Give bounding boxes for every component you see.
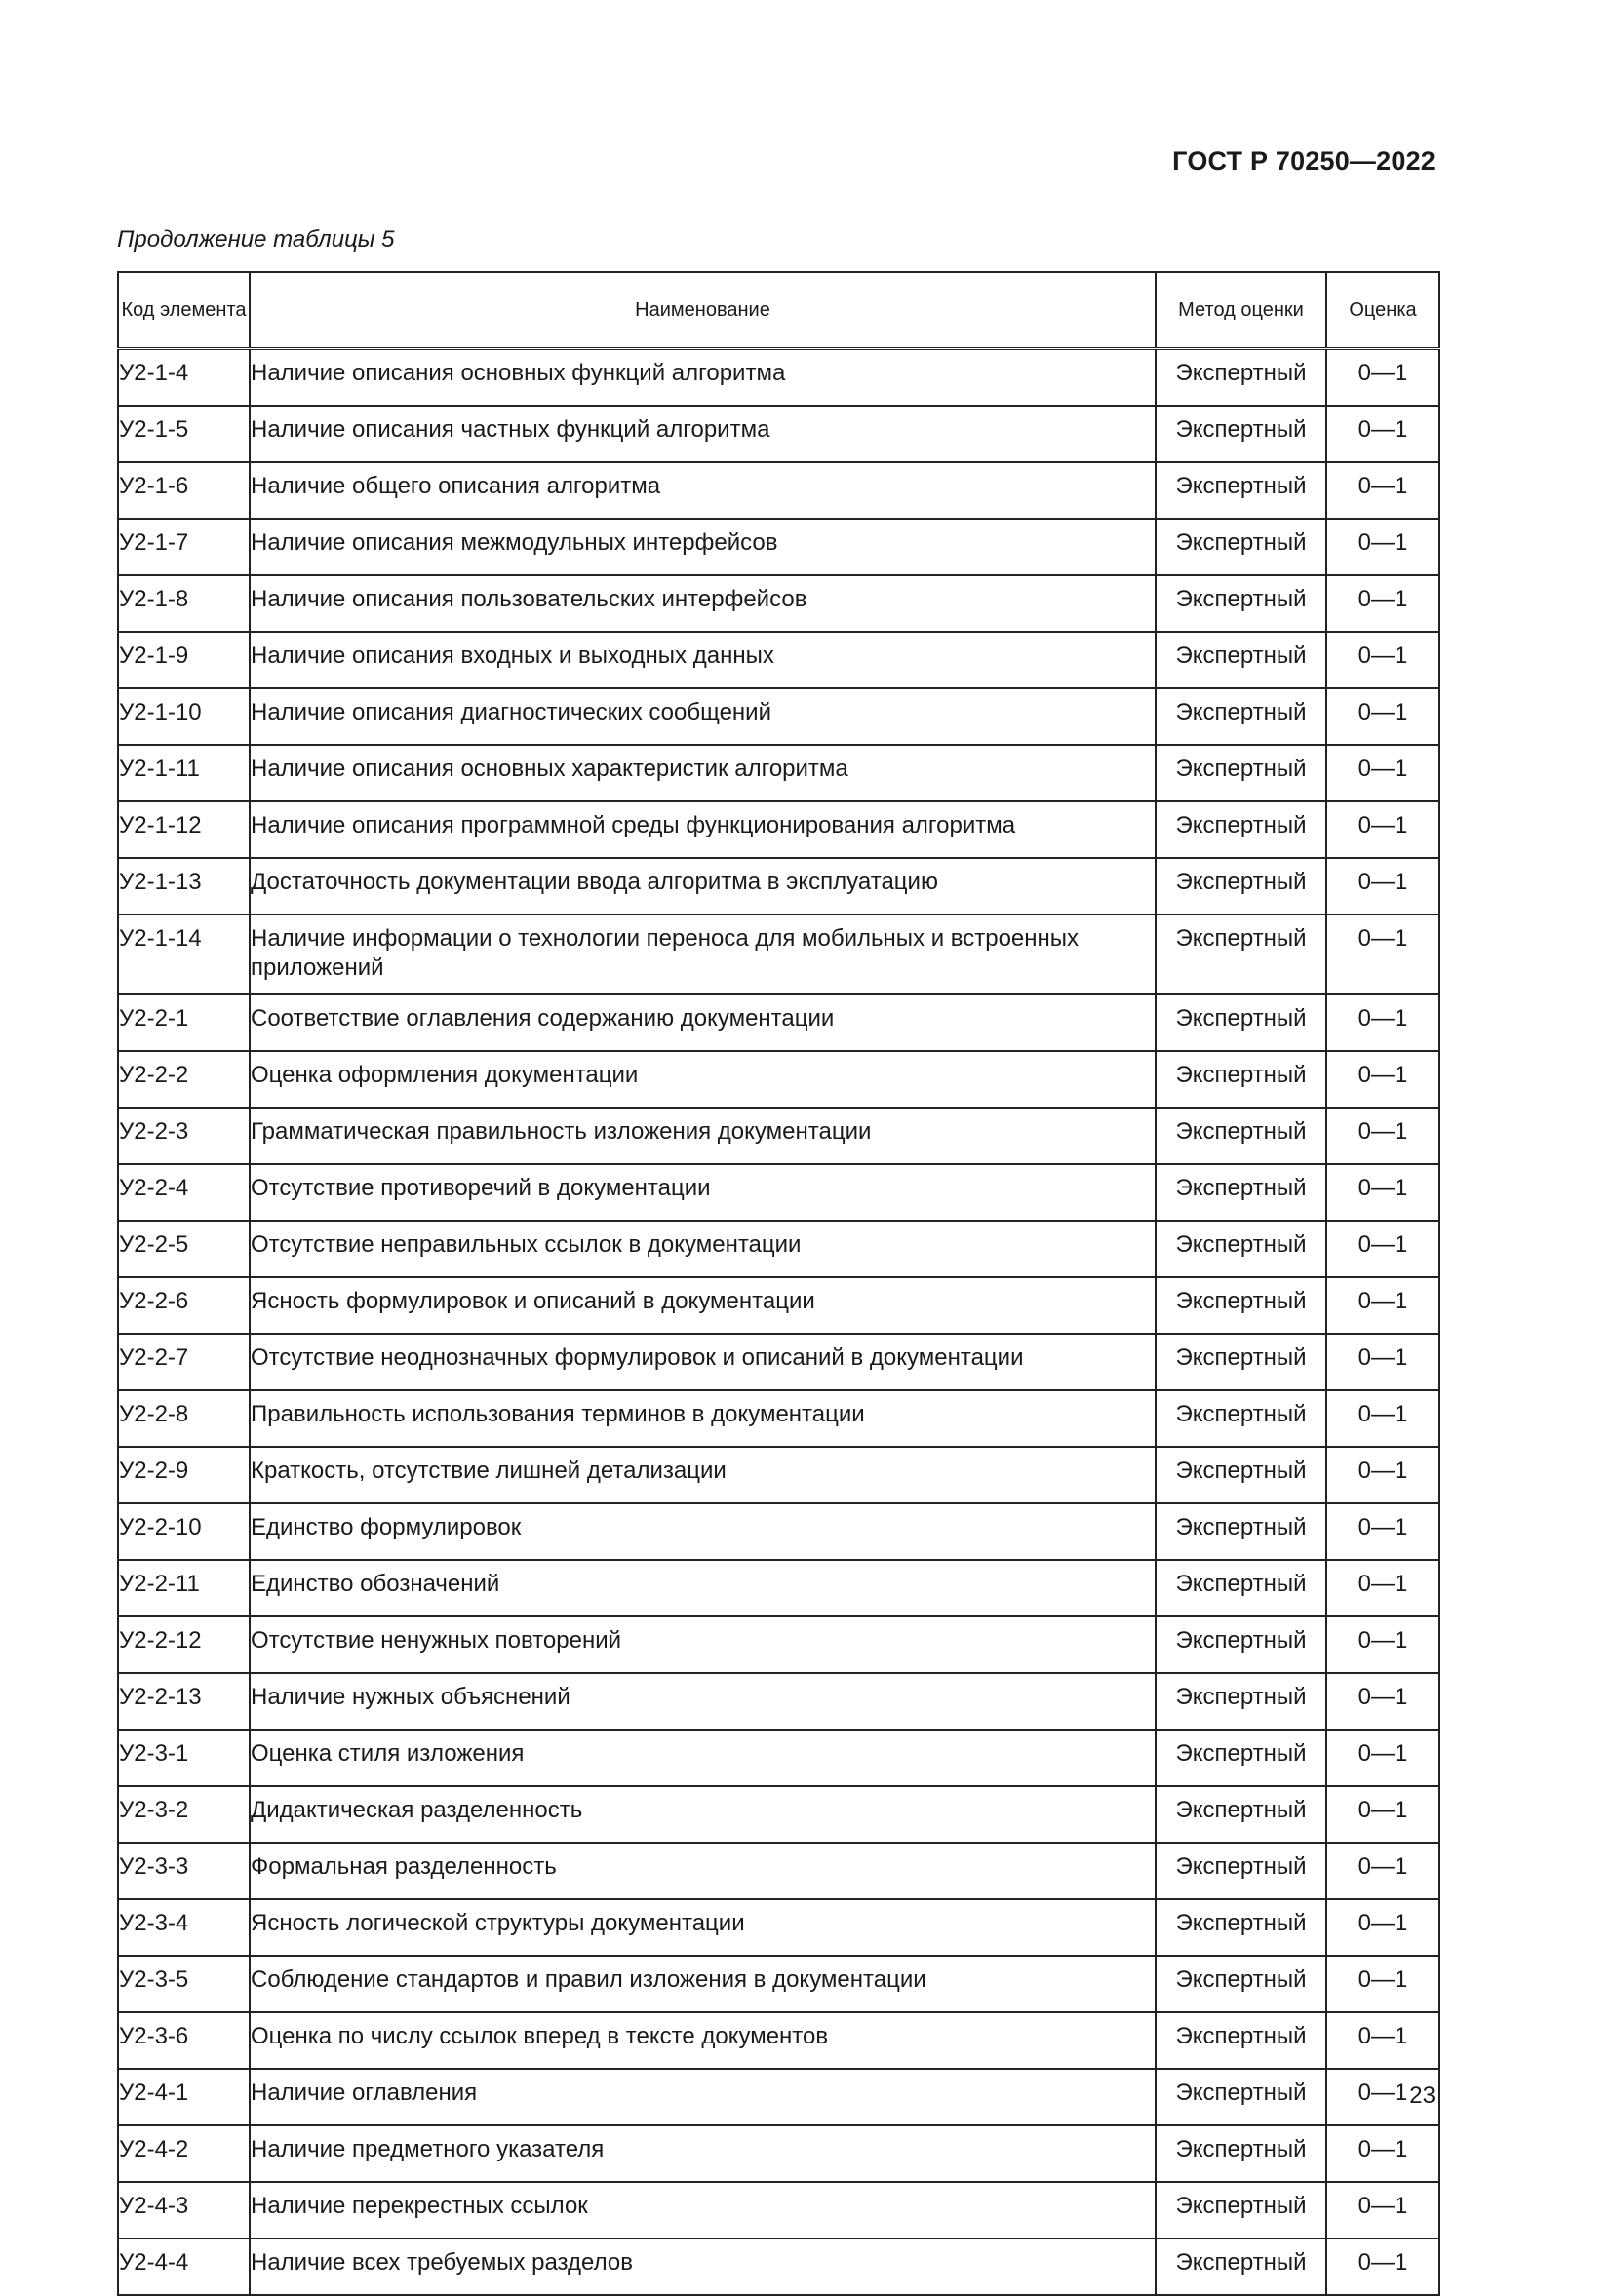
cell-method: Экспертный bbox=[1156, 1956, 1326, 2012]
table-row bbox=[118, 2125, 1439, 2182]
cell-code: У2-4-4 bbox=[118, 2238, 250, 2295]
table-row bbox=[118, 1051, 1439, 1108]
cell-score: 0—1 bbox=[1326, 1503, 1439, 1560]
cell-score: 0—1 bbox=[1326, 1390, 1439, 1447]
cell-score: 0—1 bbox=[1326, 2069, 1439, 2125]
cell-code: У2-1-7 bbox=[118, 519, 250, 575]
cell-method: Экспертный bbox=[1156, 575, 1326, 632]
cell-method: Экспертный bbox=[1156, 1503, 1326, 1560]
cell-method: Экспертный bbox=[1156, 1730, 1326, 1786]
cell-code: У2-2-2 bbox=[118, 1051, 250, 1108]
table-row bbox=[118, 2238, 1439, 2295]
cell-name: Отсутствие противоречий в документации bbox=[250, 1164, 1156, 1221]
cell-score: 0—1 bbox=[1326, 801, 1439, 858]
cell-score: 0—1 bbox=[1326, 688, 1439, 745]
cell-name: Ясность логической структуры документации bbox=[250, 1899, 1156, 1956]
cell-code: У2-2-9 bbox=[118, 1447, 250, 1503]
cell-score: 0—1 bbox=[1326, 1899, 1439, 1956]
cell-code: У2-2-7 bbox=[118, 1334, 250, 1390]
cell-method: Экспертный bbox=[1156, 915, 1326, 994]
cell-name: Наличие описания основных функций алгоритма bbox=[250, 349, 1156, 407]
document-code: ГОСТ Р 70250—2022 bbox=[1172, 146, 1436, 175]
cell-score: 0—1 bbox=[1326, 1560, 1439, 1616]
table-row bbox=[118, 1334, 1439, 1390]
cell-code: У2-4-3 bbox=[118, 2182, 250, 2238]
cell-code: У2-1-13 bbox=[118, 858, 250, 915]
cell-method: Экспертный bbox=[1156, 2238, 1326, 2295]
cell-code: У2-2-8 bbox=[118, 1390, 250, 1447]
cell-score: 0—1 bbox=[1326, 1447, 1439, 1503]
table-row bbox=[118, 1108, 1439, 1164]
cell-method: Экспертный bbox=[1156, 406, 1326, 462]
cell-code: У2-1-12 bbox=[118, 801, 250, 858]
cell-method: Экспертный bbox=[1156, 1673, 1326, 1730]
table-row bbox=[118, 1221, 1439, 1277]
cell-name: Оценка стиля изложения bbox=[250, 1730, 1156, 1786]
cell-score: 0—1 bbox=[1326, 575, 1439, 632]
cell-name: Соблюдение стандартов и правил изложения в документации bbox=[250, 1956, 1156, 2012]
table-row bbox=[118, 1786, 1439, 1843]
cell-method: Экспертный bbox=[1156, 688, 1326, 745]
cell-method: Экспертный bbox=[1156, 1108, 1326, 1164]
cell-method: Экспертный bbox=[1156, 2125, 1326, 2182]
table-row bbox=[118, 575, 1439, 632]
cell-score: 0—1 bbox=[1326, 994, 1439, 1051]
cell-method: Экспертный bbox=[1156, 632, 1326, 688]
cell-name: Наличие описания диагностических сообщений bbox=[250, 688, 1156, 745]
cell-name: Оценка по числу ссылок вперед в тексте документов bbox=[250, 2012, 1156, 2069]
table-row bbox=[118, 801, 1439, 858]
elements-table bbox=[117, 271, 1440, 2296]
cell-name: Наличие описания основных характеристик алгоритма bbox=[250, 745, 1156, 801]
cell-name: Соответствие оглавления содержанию документации bbox=[250, 994, 1156, 1051]
cell-code: У2-1-10 bbox=[118, 688, 250, 745]
cell-code: У2-3-4 bbox=[118, 1899, 250, 1956]
cell-code: У2-1-8 bbox=[118, 575, 250, 632]
cell-method: Экспертный bbox=[1156, 858, 1326, 915]
cell-name: Наличие предметного указателя bbox=[250, 2125, 1156, 2182]
cell-method: Экспертный bbox=[1156, 1051, 1326, 1108]
cell-name: Наличие общего описания алгоритма bbox=[250, 462, 1156, 519]
table-row bbox=[118, 1560, 1439, 1616]
cell-method: Экспертный bbox=[1156, 519, 1326, 575]
table-row bbox=[118, 994, 1439, 1051]
table-row bbox=[118, 1277, 1439, 1334]
cell-score: 0—1 bbox=[1326, 1730, 1439, 1786]
cell-name: Наличие перекрестных ссылок bbox=[250, 2182, 1156, 2238]
cell-name: Единство обозначений bbox=[250, 1560, 1156, 1616]
cell-score: 0—1 bbox=[1326, 2182, 1439, 2238]
table-row bbox=[118, 349, 1439, 407]
table-caption: Продолжение таблицы 5 bbox=[117, 226, 395, 253]
cell-code: У2-4-1 bbox=[118, 2069, 250, 2125]
cell-code: У2-4-2 bbox=[118, 2125, 250, 2182]
cell-code: У2-2-3 bbox=[118, 1108, 250, 1164]
cell-score: 0—1 bbox=[1326, 632, 1439, 688]
cell-code: У2-2-12 bbox=[118, 1616, 250, 1673]
cell-code: У2-2-10 bbox=[118, 1503, 250, 1560]
cell-method: Экспертный bbox=[1156, 2012, 1326, 2069]
cell-score: 0—1 bbox=[1326, 1164, 1439, 1221]
cell-code: У2-2-11 bbox=[118, 1560, 250, 1616]
cell-name: Единство формулировок bbox=[250, 1503, 1156, 1560]
cell-score: 0—1 bbox=[1326, 2125, 1439, 2182]
cell-method: Экспертный bbox=[1156, 1334, 1326, 1390]
cell-code: У2-1-11 bbox=[118, 745, 250, 801]
table-row bbox=[118, 1503, 1439, 1560]
cell-method: Экспертный bbox=[1156, 1390, 1326, 1447]
table-row bbox=[118, 406, 1439, 462]
cell-method: Экспертный bbox=[1156, 2182, 1326, 2238]
cell-score: 0—1 bbox=[1326, 349, 1439, 407]
cell-code: У2-3-5 bbox=[118, 1956, 250, 2012]
table-row bbox=[118, 1956, 1439, 2012]
cell-name: Наличие описания частных функций алгоритма bbox=[250, 406, 1156, 462]
cell-score: 0—1 bbox=[1326, 462, 1439, 519]
table-row bbox=[118, 1730, 1439, 1786]
cell-code: У2-1-14 bbox=[118, 915, 250, 994]
table-body bbox=[118, 349, 1439, 2296]
cell-name: Оценка оформления документации bbox=[250, 1051, 1156, 1108]
cell-name: Ясность формулировок и описаний в документации bbox=[250, 1277, 1156, 1334]
cell-code: У2-2-1 bbox=[118, 994, 250, 1051]
cell-method: Экспертный bbox=[1156, 1447, 1326, 1503]
table-row bbox=[118, 1673, 1439, 1730]
cell-name: Отсутствие неправильных ссылок в документации bbox=[250, 1221, 1156, 1277]
table-row bbox=[118, 462, 1439, 519]
cell-name: Наличие нужных объяснений bbox=[250, 1673, 1156, 1730]
cell-code: У2-1-5 bbox=[118, 406, 250, 462]
cell-score: 0—1 bbox=[1326, 745, 1439, 801]
table-row bbox=[118, 745, 1439, 801]
cell-code: У2-2-5 bbox=[118, 1221, 250, 1277]
table-row bbox=[118, 858, 1439, 915]
cell-method: Экспертный bbox=[1156, 745, 1326, 801]
table-row bbox=[118, 1616, 1439, 1673]
cell-name: Отсутствие ненужных повторений bbox=[250, 1616, 1156, 1673]
cell-method: Экспертный bbox=[1156, 1221, 1326, 1277]
column-header-method: Метод оценки bbox=[1156, 272, 1326, 349]
cell-method: Экспертный bbox=[1156, 1899, 1326, 1956]
cell-method: Экспертный bbox=[1156, 2069, 1326, 2125]
cell-code: У2-3-6 bbox=[118, 2012, 250, 2069]
cell-code: У2-1-9 bbox=[118, 632, 250, 688]
table-header-row bbox=[118, 272, 1439, 349]
column-header-code: Код элемента bbox=[118, 272, 250, 349]
cell-method: Экспертный bbox=[1156, 1843, 1326, 1899]
table-row bbox=[118, 632, 1439, 688]
table-row bbox=[118, 915, 1439, 994]
cell-score: 0—1 bbox=[1326, 915, 1439, 994]
table-row bbox=[118, 688, 1439, 745]
cell-score: 0—1 bbox=[1326, 519, 1439, 575]
cell-name: Грамматическая правильность изложения документации bbox=[250, 1108, 1156, 1164]
table-row bbox=[118, 1447, 1439, 1503]
cell-code: У2-2-4 bbox=[118, 1164, 250, 1221]
cell-score: 0—1 bbox=[1326, 1843, 1439, 1899]
cell-score: 0—1 bbox=[1326, 1956, 1439, 2012]
cell-score: 0—1 bbox=[1326, 1221, 1439, 1277]
column-header-name: Наименование bbox=[250, 272, 1156, 349]
cell-code: У2-1-4 bbox=[118, 349, 250, 407]
cell-method: Экспертный bbox=[1156, 349, 1326, 407]
cell-method: Экспертный bbox=[1156, 462, 1326, 519]
cell-code: У2-3-3 bbox=[118, 1843, 250, 1899]
cell-score: 0—1 bbox=[1326, 2238, 1439, 2295]
cell-score: 0—1 bbox=[1326, 1334, 1439, 1390]
cell-method: Экспертный bbox=[1156, 801, 1326, 858]
cell-name: Наличие описания межмодульных интерфейсов bbox=[250, 519, 1156, 575]
cell-name: Дидактическая разделенность bbox=[250, 1786, 1156, 1843]
cell-code: У2-3-2 bbox=[118, 1786, 250, 1843]
cell-method: Экспертный bbox=[1156, 1560, 1326, 1616]
cell-score: 0—1 bbox=[1326, 1673, 1439, 1730]
cell-name: Правильность использования терминов в документации bbox=[250, 1390, 1156, 1447]
table-row bbox=[118, 1390, 1439, 1447]
cell-name: Наличие оглавления bbox=[250, 2069, 1156, 2125]
cell-score: 0—1 bbox=[1326, 2012, 1439, 2069]
cell-code: У2-3-1 bbox=[118, 1730, 250, 1786]
cell-code: У2-2-13 bbox=[118, 1673, 250, 1730]
cell-score: 0—1 bbox=[1326, 1277, 1439, 1334]
cell-method: Экспертный bbox=[1156, 1616, 1326, 1673]
cell-score: 0—1 bbox=[1326, 406, 1439, 462]
cell-method: Экспертный bbox=[1156, 1786, 1326, 1843]
table-row bbox=[118, 2069, 1439, 2125]
cell-name: Наличие всех требуемых разделов bbox=[250, 2238, 1156, 2295]
table-row bbox=[118, 1843, 1439, 1899]
cell-name: Наличие описания входных и выходных данных bbox=[250, 632, 1156, 688]
cell-score: 0—1 bbox=[1326, 1108, 1439, 1164]
cell-score: 0—1 bbox=[1326, 1616, 1439, 1673]
cell-score: 0—1 bbox=[1326, 858, 1439, 915]
table-row bbox=[118, 519, 1439, 575]
cell-name: Наличие информации о технологии переноса для мобильных и встроенных приложений bbox=[250, 915, 1156, 994]
cell-score: 0—1 bbox=[1326, 1051, 1439, 1108]
cell-name: Достаточность документации ввода алгоритма в эксплуатацию bbox=[250, 858, 1156, 915]
table-row bbox=[118, 2182, 1439, 2238]
table-row bbox=[118, 1899, 1439, 1956]
cell-name: Наличие описания пользовательских интерфейсов bbox=[250, 575, 1156, 632]
cell-name: Формальная разделенность bbox=[250, 1843, 1156, 1899]
cell-name: Отсутствие неоднозначных формулировок и описаний в документации bbox=[250, 1334, 1156, 1390]
page-number: 23 bbox=[1409, 2082, 1436, 2109]
cell-name: Краткость, отсутствие лишней детализации bbox=[250, 1447, 1156, 1503]
cell-method: Экспертный bbox=[1156, 1164, 1326, 1221]
cell-score: 0—1 bbox=[1326, 1786, 1439, 1843]
cell-method: Экспертный bbox=[1156, 1277, 1326, 1334]
cell-code: У2-1-6 bbox=[118, 462, 250, 519]
table-row bbox=[118, 1164, 1439, 1221]
cell-method: Экспертный bbox=[1156, 994, 1326, 1051]
column-header-score: Оценка bbox=[1326, 272, 1439, 349]
table-row bbox=[118, 2012, 1439, 2069]
cell-code: У2-2-6 bbox=[118, 1277, 250, 1334]
cell-name: Наличие описания программной среды функционирования алгоритма bbox=[250, 801, 1156, 858]
